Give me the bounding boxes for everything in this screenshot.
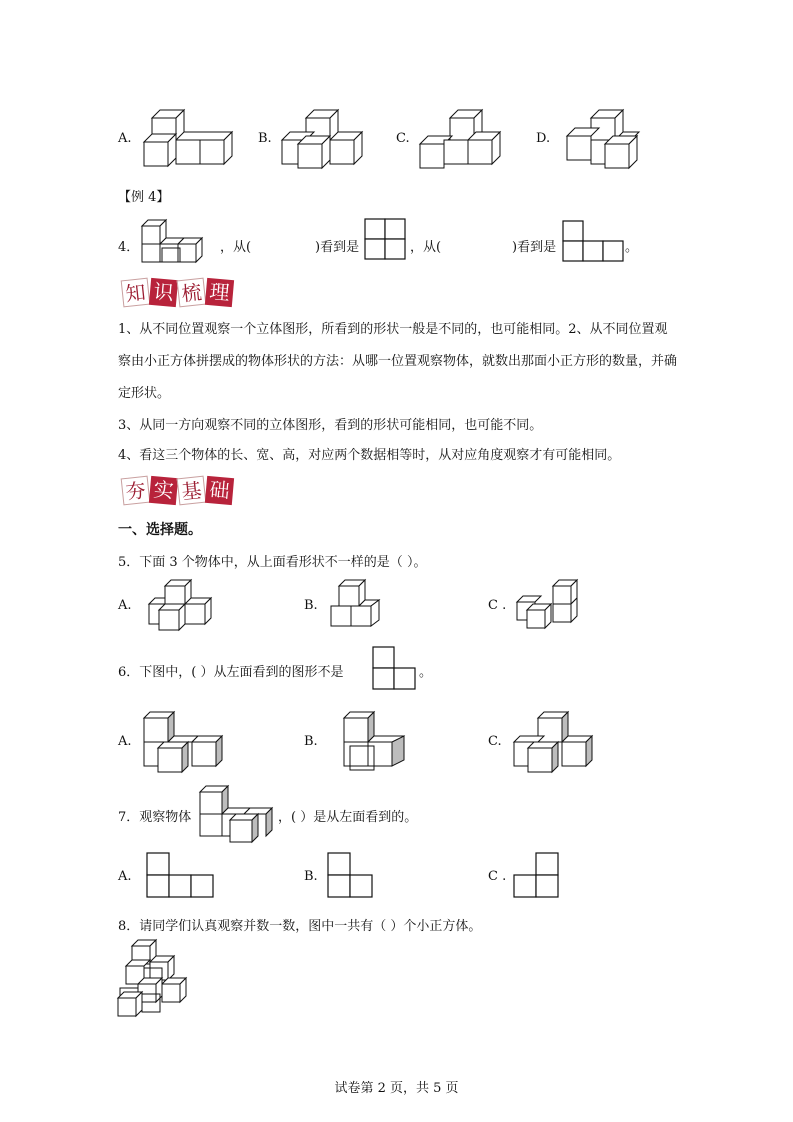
page-footer: 试卷第 2 页，共 5 页 — [334, 1081, 459, 1096]
ex3-option-a-label: A. — [118, 131, 132, 146]
q7-figure-a — [146, 852, 216, 900]
knowledge-point-4: 4、看这三个物体的长、宽、高，对应两个数据相等时，从对应角度观察才有可能相同。 — [118, 448, 621, 463]
q5-option-b-label: B. — [304, 598, 318, 613]
q5-option-c-label: C . — [488, 598, 507, 613]
q4-object-figure — [140, 216, 218, 264]
knowledge-point-1-2: 1、从不同位置观察一个立体图形，所看到的形状一般是不同的，也可能相同。2、从不同位置观察由小正方体拼摆成的物体形状的方法：从哪一位置观察物体，就数出那面小正方形的数量，并确定形状。 — [118, 322, 678, 401]
q5-text: 5．下面 3 个物体中，从上面看形状不一样的是（ ）。 — [118, 555, 427, 570]
badge-char: 实 — [149, 476, 178, 505]
q4-text-3: ，从( — [410, 240, 442, 255]
q6-option-c-label: C. — [488, 734, 502, 749]
q8-text: 8．请同学们认真观察并数一数，图中一共有（ ）个小正方体。 — [118, 919, 482, 934]
q7-option-a-label: A. — [118, 869, 132, 884]
ex3-figure-b — [280, 106, 365, 172]
knowledge-point-3: 3、从同一方向观察不同的立体图形，看到的形状可能相同，也可能不同。 — [118, 418, 543, 433]
q7-figure-b — [327, 852, 375, 900]
q6-end: 。 — [419, 665, 433, 680]
q5-figure-c — [513, 578, 581, 634]
badge-char: 础 — [205, 476, 234, 505]
q5-figure-b — [327, 578, 387, 634]
q7-option-c-label: C . — [488, 869, 507, 884]
q7-option-b-label: B. — [304, 869, 318, 884]
section-heading-choice: 一、选择题。 — [118, 522, 202, 538]
q7-text-a: 7．观察物体 — [118, 810, 192, 825]
q6-figure-b — [328, 706, 420, 776]
badge-char: 基 — [177, 476, 207, 506]
q8-figure — [116, 938, 202, 1018]
ex3-figure-c — [418, 106, 508, 172]
q6-figure-a — [140, 706, 232, 776]
q7-text-b: ，( ）是从左面看到的。 — [278, 810, 418, 825]
section-badge-foundation — [122, 477, 233, 504]
badge-char: 知 — [121, 278, 151, 308]
q5-figure-a — [145, 578, 217, 634]
badge-char: 夯 — [121, 476, 151, 506]
badge-char: 识 — [149, 278, 178, 307]
ex3-figure-d — [565, 106, 650, 172]
q4-text-4: )看到是 — [512, 240, 557, 255]
q7-figure-c — [513, 852, 561, 900]
q4-view-2-figure — [562, 220, 628, 264]
q6-figure-c — [510, 706, 602, 776]
q4-end: 。 — [625, 240, 639, 255]
q6-option-b-label: B. — [304, 734, 318, 749]
badge-char: 理 — [205, 278, 234, 307]
ex3-option-d-label: D. — [536, 131, 551, 146]
q6-option-a-label: A. — [118, 734, 132, 749]
q4-number: 4． — [118, 240, 140, 255]
ex3-option-c-label: C. — [396, 131, 410, 146]
badge-char: 梳 — [177, 278, 207, 308]
q6-text: 6．下图中，( ）从左面看到的图形不是 — [118, 665, 344, 680]
ex3-option-b-label: B. — [258, 131, 272, 146]
example-4-tag: 【例 4】 — [118, 190, 170, 205]
ex3-figure-a — [142, 106, 237, 172]
q4-text-2: )看到是 — [315, 240, 360, 255]
q4-view-1-figure — [364, 218, 408, 262]
q4-text-1: ，从( — [220, 240, 252, 255]
section-badge-knowledge — [122, 279, 233, 306]
q6-view-figure — [372, 646, 420, 690]
q7-object-figure — [196, 782, 280, 848]
q5-option-a-label: A. — [118, 598, 132, 613]
